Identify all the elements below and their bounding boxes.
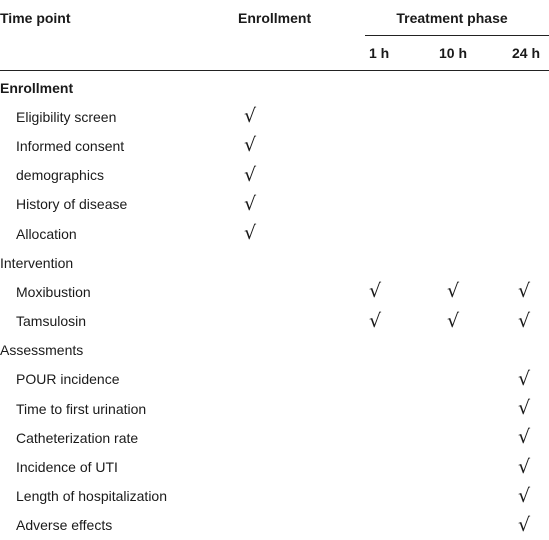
row-label: Informed consent	[16, 137, 125, 154]
row-label: Assessments	[0, 342, 84, 359]
enrollment-check	[200, 394, 355, 423]
table-row	[0, 161, 549, 190]
row-label: Length of hospitalization	[16, 488, 167, 505]
check-24h	[495, 248, 549, 277]
check-10h	[425, 102, 495, 131]
check-1h	[355, 102, 425, 131]
check-1h: √	[369, 309, 382, 332]
check-10h	[425, 248, 495, 277]
check-1h	[355, 219, 425, 248]
check-1h	[355, 365, 425, 394]
table-row	[0, 277, 549, 306]
table-row	[0, 365, 549, 394]
enrollment-check	[200, 71, 355, 103]
row-label: Incidence of UTI	[16, 459, 118, 476]
check-24h: √	[518, 426, 531, 449]
table-row	[0, 482, 549, 511]
header-1h: 1 h	[355, 36, 425, 71]
check-1h	[355, 394, 425, 423]
row-label: Eligibility screen	[16, 108, 117, 125]
check-1h	[355, 423, 425, 452]
check-10h: √	[447, 309, 460, 332]
check-10h	[425, 131, 495, 160]
check-24h: √	[518, 484, 531, 507]
check-10h	[425, 71, 495, 103]
header-blank-2	[200, 36, 355, 71]
check-10h	[425, 394, 495, 423]
row-label: Intervention	[0, 254, 74, 271]
check-1h	[355, 248, 425, 277]
header-24h: 24 h	[495, 36, 549, 71]
check-24h	[495, 336, 549, 365]
check-24h	[495, 102, 549, 131]
enrollment-check	[200, 423, 355, 452]
check-24h	[495, 71, 549, 103]
check-1h	[355, 131, 425, 160]
check-1h: √	[369, 280, 382, 303]
check-24h: √	[518, 397, 531, 420]
check-10h	[425, 161, 495, 190]
table-row	[0, 511, 549, 540]
check-24h	[495, 219, 549, 248]
enrollment-check: √	[244, 222, 257, 245]
table-row	[0, 190, 549, 219]
row-label: Catheterization rate	[16, 429, 139, 446]
check-24h: √	[518, 367, 531, 390]
enrollment-check	[200, 511, 355, 540]
enrollment-check: √	[244, 163, 257, 186]
check-24h: √	[518, 309, 531, 332]
check-10h	[425, 190, 495, 219]
enrollment-check	[200, 365, 355, 394]
table-body	[0, 71, 549, 540]
table-row	[0, 336, 549, 365]
check-24h	[495, 161, 549, 190]
table-row	[0, 131, 549, 160]
enrollment-check	[200, 307, 355, 336]
row-label: History of disease	[16, 196, 128, 213]
table-header	[0, 0, 549, 71]
row-label: POUR incidence	[16, 371, 120, 388]
header-time-point: Time point	[0, 10, 71, 26]
check-24h: √	[518, 280, 531, 303]
check-1h	[355, 482, 425, 511]
table-row	[0, 394, 549, 423]
row-label: Adverse effects	[16, 517, 113, 534]
row-label: Moxibustion	[16, 283, 91, 300]
table-row	[0, 423, 549, 452]
table-row	[0, 102, 549, 131]
table-row	[0, 307, 549, 336]
header-enrollment: Enrollment	[238, 10, 312, 26]
table-row	[0, 248, 549, 277]
check-10h: √	[447, 280, 460, 303]
row-label: Enrollment	[0, 79, 74, 96]
check-1h	[355, 161, 425, 190]
table-row	[0, 452, 549, 481]
check-10h	[425, 452, 495, 481]
enrollment-check: √	[244, 105, 257, 128]
enrollment-check	[200, 277, 355, 306]
check-10h	[425, 336, 495, 365]
check-10h	[425, 365, 495, 394]
check-24h: √	[518, 455, 531, 478]
row-label: Time to first urination	[16, 400, 147, 417]
enrollment-check	[200, 452, 355, 481]
treatment-phase-underline	[365, 35, 549, 36]
check-1h	[355, 452, 425, 481]
header-blank-1	[0, 36, 200, 71]
check-24h	[495, 190, 549, 219]
check-1h	[355, 511, 425, 540]
check-24h	[495, 131, 549, 160]
enrollment-check	[200, 336, 355, 365]
table-row	[0, 219, 549, 248]
check-10h	[425, 219, 495, 248]
enrollment-check: √	[244, 192, 257, 215]
check-24h: √	[518, 513, 531, 536]
check-10h	[425, 482, 495, 511]
table-row	[0, 71, 549, 103]
check-10h	[425, 423, 495, 452]
header-10h: 10 h	[425, 36, 495, 71]
row-label: demographics	[16, 167, 104, 184]
enrollment-check	[200, 248, 355, 277]
check-10h	[425, 511, 495, 540]
check-1h	[355, 336, 425, 365]
row-label: Allocation	[16, 225, 77, 242]
enrollment-check	[200, 482, 355, 511]
header-treatment-phase	[355, 0, 549, 36]
check-1h	[355, 190, 425, 219]
row-label: Tamsulosin	[16, 313, 87, 330]
check-1h	[355, 71, 425, 103]
enrollment-check: √	[244, 134, 257, 157]
header-treatment-phase-label: Treatment phase	[396, 10, 508, 26]
